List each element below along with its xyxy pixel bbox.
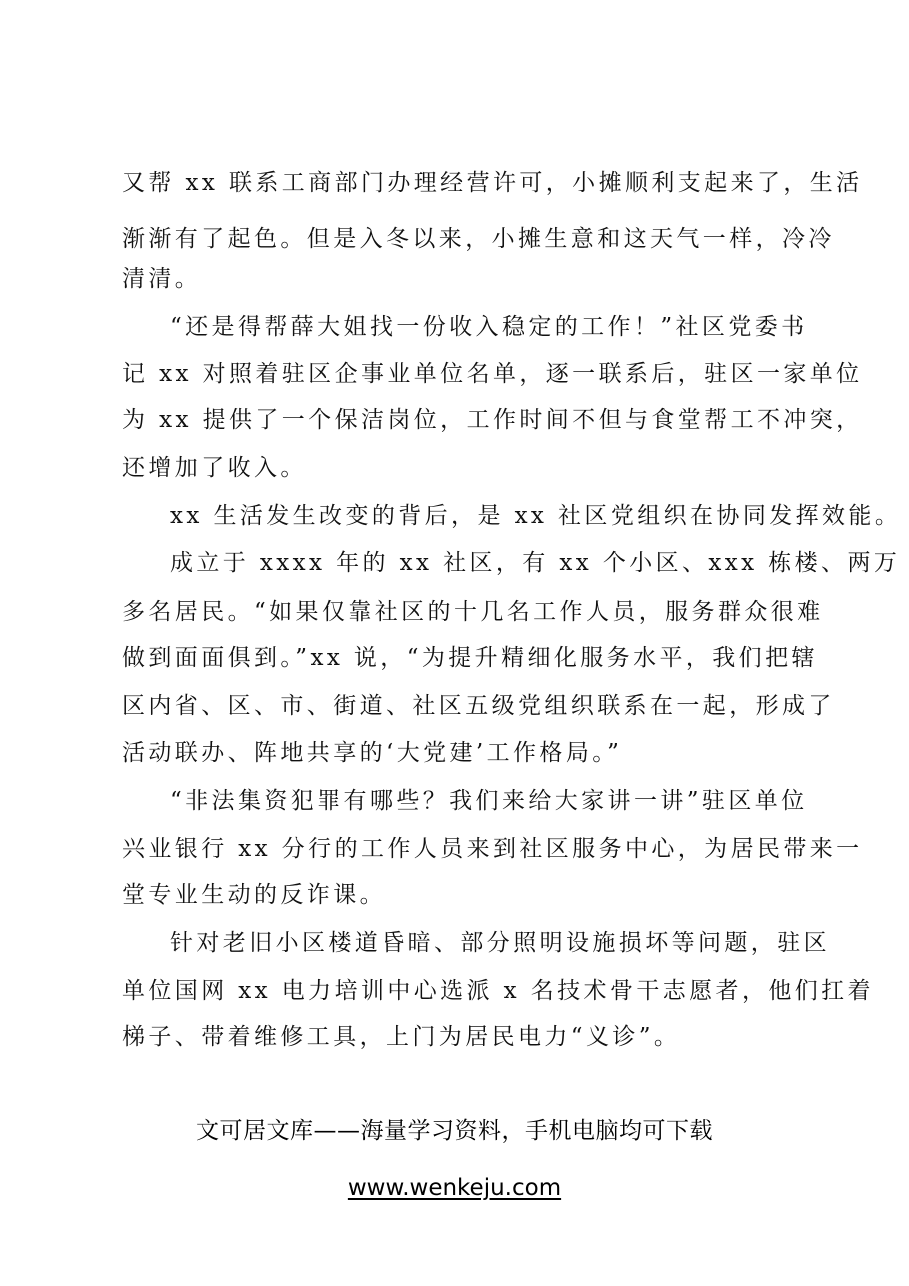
paragraph-line: 还增加了收入。: [122, 455, 307, 481]
paragraph-line: 针对老旧小区楼道昏暗、部分照明设施损坏等问题，驻区: [170, 930, 830, 956]
paragraph-line: 单位国网 xx 电力培训中心选派 x 名技术骨干志愿者，他们扛着: [122, 978, 874, 1004]
website-link[interactable]: www.wenkeju.com: [347, 1175, 562, 1201]
paragraph-line: 活动联办、阵地共享的‘大党建’工作格局。”: [122, 740, 623, 766]
paragraph-line: 为 xx 提供了一个保洁岗位，工作时间不但与食堂帮工不冲突，: [122, 407, 863, 433]
paragraph-line: 又帮 xx 联系工商部门办理经营许可，小摊顺利支起来了，生活: [122, 170, 863, 196]
paragraph-line: 堂专业生动的反诈课。: [122, 882, 386, 908]
paragraph-line: 记 xx 对照着驻区企事业单位名单，逐一联系后，驻区一家单位: [122, 361, 863, 387]
paragraph-line: 渐渐有了起色。但是入冬以来，小摊生意和这天气一样，冷冷: [122, 226, 835, 252]
paragraph-line: 兴业银行 xx 分行的工作人员来到社区服务中心，为居民带来一: [122, 836, 863, 862]
footer-title: 文可居文库——海量学习资料，手机电脑均可下载: [196, 1118, 713, 1144]
paragraph-line: xx 生活发生改变的背后，是 xx 社区党组织在协同发挥效能。: [170, 503, 902, 529]
paragraph-line: “还是得帮薛大姐找一份收入稳定的工作！”社区党委书: [170, 314, 808, 340]
paragraph-line: 做到面面俱到。”xx 说，“为提升精细化服务水平，我们把辖: [122, 645, 818, 671]
paragraph-line: 区内省、区、市、街道、社区五级党组织联系在一起，形成了: [122, 693, 835, 719]
paragraph-line: 成立于 xxxx 年的 xx 社区，有 xx 个小区、xxx 栋楼、两万: [170, 550, 901, 576]
paragraph-line: 清清。: [122, 266, 202, 292]
footer-link-container: [0, 1172, 909, 1204]
paragraph-line: “非法集资犯罪有哪些？我们来给大家讲一讲”驻区单位: [170, 788, 808, 814]
paragraph-line: 多名居民。“如果仅靠社区的十几名工作人员，服务群众很难: [122, 599, 824, 625]
paragraph-line: 梯子、带着维修工具，上门为居民电力“义诊”。: [122, 1024, 681, 1050]
